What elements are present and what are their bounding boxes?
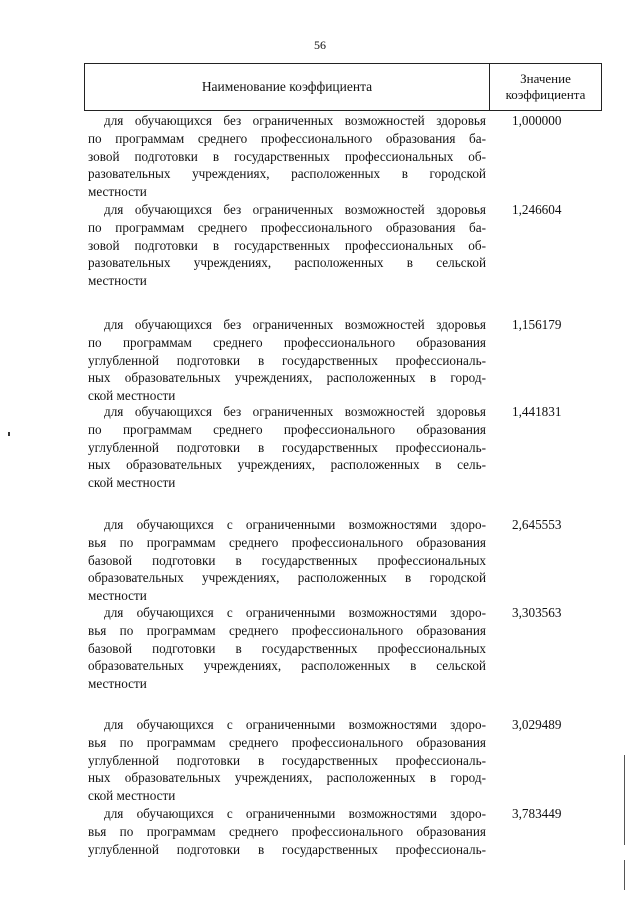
text-line: образовательных учреждениях, расположенных в городской	[88, 570, 486, 586]
text-line: зовой подготовки в государственных профессиональных об-	[88, 237, 486, 253]
coefficient-value: 1,000000	[512, 113, 562, 128]
scan-edge-line	[624, 755, 625, 845]
text-line: базовой подготовки в государственных профессиональных	[88, 552, 486, 568]
text-line: углубленной подготовки в государственных профессиональ-	[88, 752, 486, 768]
text-line: по программам среднего профессионального образования ба-	[88, 219, 486, 235]
column-header-value-line2: коэффициента	[505, 87, 586, 102]
text-line: по программам среднего профессионального образования	[88, 421, 486, 437]
coefficient-value: 1,441831	[512, 404, 562, 419]
page-number: 56	[314, 38, 326, 52]
text-line: для обучающихся с ограниченными возможностями здоро-	[104, 517, 486, 532]
coefficient-value: 1,246604	[512, 202, 562, 217]
text-line: образовательных учреждениях, расположенных в сельской	[88, 658, 486, 674]
column-header-value	[490, 64, 601, 110]
text-line: ных образовательных учреждениях, расположенных в сель-	[88, 457, 486, 473]
scan-speck	[8, 432, 10, 436]
text-line: по программам среднего профессионального образования ба-	[88, 130, 486, 146]
text-line: для обучающихся с ограниченными возможностями здоро-	[104, 717, 486, 732]
text-line: для обучающихся с ограниченными возможностями здоро-	[104, 605, 486, 620]
text-line: местности	[88, 273, 147, 289]
text-line: для обучающихся с ограниченными возможностями здоро-	[104, 806, 486, 821]
text-line: местности	[88, 184, 147, 200]
text-line: для обучающихся без ограниченных возможностей здоровья	[104, 317, 486, 332]
text-line: вья по программам среднего профессионального образования	[88, 534, 486, 550]
coefficient-value: 1,156179	[512, 317, 562, 332]
coefficient-name	[88, 604, 486, 693]
text-line: для обучающихся без ограниченных возможностей здоровья	[104, 113, 486, 128]
text-line: вья по программам среднего профессионального образования	[88, 734, 486, 750]
text-line: местности	[88, 676, 147, 692]
coefficient-name	[88, 403, 486, 492]
coefficient-name	[88, 316, 486, 405]
text-line: вья по программам среднего профессионального образования	[88, 622, 486, 638]
scan-edge-line	[624, 860, 625, 890]
text-line: по программам среднего профессионального образования	[88, 334, 486, 350]
coefficient-name	[88, 716, 486, 805]
text-line: для обучающихся без ограниченных возможностей здоровья	[104, 202, 486, 217]
table-header	[84, 63, 602, 111]
text-line: местности	[88, 588, 147, 604]
coefficient-value: 2,645553	[512, 517, 562, 532]
text-line: ской местности	[88, 475, 176, 491]
text-line: вья по программам среднего профессионального образования	[88, 823, 486, 839]
text-line: углубленной подготовки в государственных профессиональ-	[88, 841, 486, 857]
text-line: углубленной подготовки в государственных профессиональ-	[88, 439, 486, 455]
text-line: ской местности	[88, 388, 176, 404]
coefficient-name	[88, 201, 486, 290]
text-line: ных образовательных учреждениях, расположенных в город-	[88, 770, 486, 786]
coefficient-value: 3,029489	[512, 717, 562, 732]
text-line: базовой подготовки в государственных профессиональных	[88, 640, 486, 656]
text-line: разовательных учреждениях, расположенных в сельской	[88, 255, 486, 271]
column-header-value-line1: Значение	[520, 71, 571, 86]
column-header-name: Наименование коэффициента	[85, 64, 490, 110]
text-line: углубленной подготовки в государственных профессиональ-	[88, 352, 486, 368]
text-line: ных образовательных учреждениях, расположенных в город-	[88, 370, 486, 386]
text-line: ской местности	[88, 788, 176, 804]
text-line: разовательных учреждениях, расположенных в городской	[88, 166, 486, 182]
text-line: зовой подготовки в государственных профессиональных об-	[88, 148, 486, 164]
coefficient-value: 3,783449	[512, 806, 562, 821]
coefficient-name	[88, 805, 486, 858]
coefficient-value: 3,303563	[512, 605, 562, 620]
coefficient-name	[88, 516, 486, 605]
text-line: для обучающихся без ограниченных возможностей здоровья	[104, 404, 486, 419]
coefficient-name	[88, 112, 486, 201]
